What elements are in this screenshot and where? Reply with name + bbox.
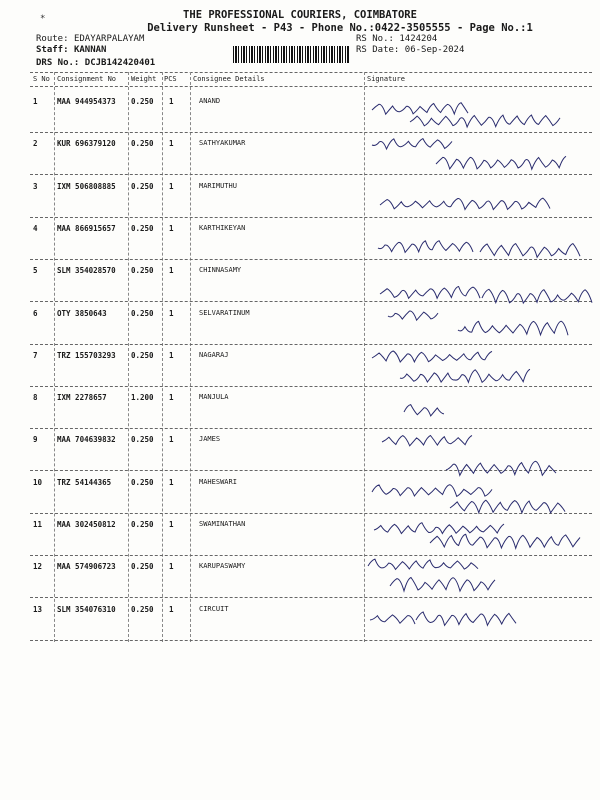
cell-consignment: OTY 3850643: [57, 308, 107, 318]
cell-pcs: 1: [169, 520, 174, 529]
handwritten-signature: [368, 559, 478, 569]
drs-value: DCJB142420401: [84, 58, 156, 68]
staff-value: KANNAN: [73, 45, 107, 55]
cell-weight: 0.250: [131, 520, 154, 529]
rs-no-label: RS No.:: [356, 34, 394, 44]
cell-consignee: NAGARAJ: [199, 350, 229, 359]
runsheet-subtitle: Delivery Runsheet - P43 - Phone No.:0422-3505555 - Page No.:1: [147, 22, 533, 34]
cell-sno: 8: [33, 393, 38, 403]
cell-sno: 11: [33, 520, 43, 529]
cell-consignment: MAA 944954373: [57, 97, 116, 106]
cell-consignee: KARUPASWAMY: [199, 562, 246, 571]
cell-weight: 0.250: [131, 350, 154, 360]
cell-pcs: 1: [169, 181, 174, 191]
cell-sno: 10: [33, 477, 43, 487]
cell-weight: 0.250: [131, 181, 154, 191]
cell-pcs: 1: [169, 266, 174, 276]
handwritten-signature: [372, 485, 492, 497]
cell-weight: 0.250: [131, 308, 154, 318]
handwritten-signature: [372, 103, 468, 115]
cell-pcs: 1: [169, 562, 174, 572]
handwritten-phone: [480, 244, 580, 258]
cell-consignee: SELVARATINUM: [199, 308, 250, 317]
cell-pcs: 1: [169, 350, 174, 360]
handwritten-signature: [380, 287, 480, 299]
cell-pcs: 1: [169, 393, 174, 403]
cell-consignment: IXM 506808885: [57, 181, 116, 191]
cell-pcs: 1: [169, 477, 174, 487]
col-header-pcs: PCS: [164, 75, 177, 83]
col-header-signature: Signature: [367, 75, 405, 83]
cell-pcs: 1: [169, 223, 174, 233]
handwritten-signature: [370, 615, 415, 624]
handwritten-signature: [382, 436, 472, 446]
handwritten-phone: [416, 612, 516, 626]
handwritten-phone: [390, 578, 495, 592]
cell-weight: 0.250: [131, 97, 154, 106]
cell-sno: 2: [33, 139, 38, 149]
cell-sno: 6: [33, 308, 38, 318]
cell-consignment: MAA 302450812: [57, 520, 116, 529]
cell-consignment: MAA 574906723: [57, 562, 116, 572]
cell-consignment: SLM 354028570: [57, 266, 116, 276]
cell-consignee: SWAMINATHAN: [199, 520, 246, 528]
cell-weight: 0.250: [131, 604, 154, 614]
handwritten-phone: [436, 156, 566, 169]
cell-sno: 4: [33, 223, 38, 233]
handwritten-signature: [372, 139, 452, 149]
handwritten-phone: [458, 321, 568, 335]
cell-weight: 0.250: [131, 562, 154, 572]
corner-mark: *: [40, 14, 46, 24]
cell-weight: 0.250: [131, 139, 154, 149]
cell-weight: 1.200: [131, 393, 154, 403]
cell-sno: 12: [33, 562, 43, 572]
col-header-consignment: Consignment No: [57, 75, 117, 83]
handwritten-phone: [446, 461, 556, 475]
cell-sno: 5: [33, 266, 38, 276]
cell-weight: 0.250: [131, 477, 154, 487]
cell-consignment: MAA 704639832: [57, 435, 116, 445]
cell-pcs: 1: [169, 435, 174, 445]
col-header-sno: S No: [33, 75, 50, 83]
rs-date-label: RS Date:: [356, 45, 400, 55]
cell-pcs: 1: [169, 308, 174, 318]
cell-consignment: MAA 866915657: [57, 223, 116, 233]
handwritten-signature: [380, 198, 550, 209]
company-title: THE PROFESSIONAL COURIERS, COIMBATORE: [183, 9, 417, 21]
cell-pcs: 1: [169, 139, 174, 149]
cell-weight: 0.250: [131, 223, 154, 233]
cell-sno: 1: [33, 97, 38, 106]
cell-consignee: ANAND: [199, 97, 221, 105]
staff-label: Staff:: [36, 45, 69, 55]
cell-sno: 7: [33, 350, 38, 360]
cell-consignee: MANJULA: [199, 393, 229, 402]
handwritten-phone: [410, 115, 560, 127]
handwritten-phone: [450, 500, 565, 513]
handwritten-phone: [430, 534, 580, 548]
route-label: Route:: [36, 34, 69, 44]
cell-consignment: SLM 354076310: [57, 604, 116, 614]
cell-pcs: 1: [169, 97, 174, 106]
cell-consignment: IXM 2278657: [57, 393, 107, 403]
rs-no-value: 1424204: [399, 34, 438, 44]
cell-weight: 0.250: [131, 266, 154, 276]
cell-consignment: TRZ 54144365: [57, 477, 112, 487]
cell-pcs: 1: [169, 604, 174, 614]
rs-date-value: 06-Sep-2024: [404, 45, 465, 55]
handwritten-phone: [482, 289, 592, 303]
drs-label: DRS No.:: [36, 58, 80, 68]
cell-consignee: CHINNASAMY: [199, 266, 242, 275]
cell-consignee: CIRCUIT: [199, 604, 229, 613]
cell-sno: 3: [33, 181, 38, 191]
cell-consignment: TRZ 155703293: [57, 350, 116, 360]
cell-sno: 9: [33, 435, 38, 445]
cell-consignment: KUR 696379120: [57, 139, 116, 149]
handwritten-signature: [374, 523, 504, 534]
route-value: EDAYARPALAYAM: [73, 34, 145, 44]
cell-sno: 13: [33, 604, 43, 614]
handwritten-signature: [404, 405, 444, 416]
cell-consignee: MARIMUTHU: [199, 181, 237, 190]
col-header-weight: Weight: [131, 75, 157, 83]
handwritten-signature: [388, 311, 438, 320]
handwritten-phone: [400, 369, 530, 382]
cell-consignee: MAHESWARI: [199, 477, 237, 486]
cell-consignee: SATHYAKUMAR: [199, 139, 246, 148]
cell-weight: 0.250: [131, 435, 154, 445]
handwritten-signature: [372, 351, 492, 362]
cell-consignee: JAMES: [199, 435, 221, 444]
cell-consignee: KARTHIKEYAN: [199, 223, 246, 232]
col-header-consignee: Consignee Details: [193, 75, 265, 83]
handwritten-signature: [378, 241, 473, 253]
